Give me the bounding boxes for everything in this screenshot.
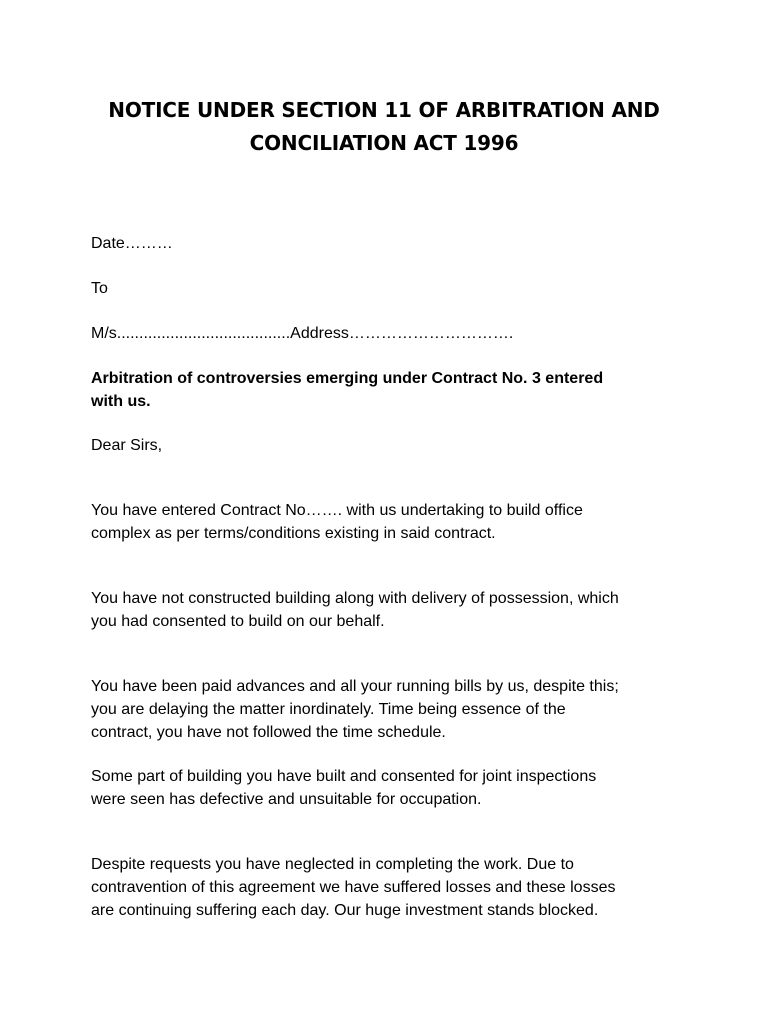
- paragraph-line: are continuing suffering each day. Our huge investment stands blocked.: [91, 902, 599, 919]
- date-line: Date………: [91, 235, 173, 252]
- to-line: To: [91, 280, 108, 297]
- paragraph-line: you had consented to build on our behalf.: [91, 613, 385, 630]
- notice-title-line-2: CONCILIATION ACT 1996: [249, 131, 519, 155]
- paragraph-line: You have been paid advances and all your running bills by us, despite this;: [91, 678, 619, 695]
- paragraph-line: Some part of building you have built and consented for joint inspections: [91, 768, 597, 785]
- paragraph-line: You have not constructed building along with delivery of possession, which: [91, 590, 619, 607]
- paragraph-line: Despite requests you have neglected in completing the work. Due to: [91, 856, 574, 873]
- addressee-line: M/s.......................................Address………………………….: [91, 325, 514, 342]
- paragraph-line: You have entered Contract No……. with us undertaking to build office: [91, 502, 583, 519]
- paragraph-line: contract, you have not followed the time schedule.: [91, 724, 446, 741]
- paragraph-line: you are delaying the matter inordinately. Time being essence of the: [91, 701, 566, 718]
- notice-title-line-1: NOTICE UNDER SECTION 11 OF ARBITRATION AND: [108, 98, 660, 122]
- subject-line-1: Arbitration of controversies emerging under Contract No. 3 entered: [91, 370, 604, 387]
- salutation: Dear Sirs,: [91, 437, 163, 454]
- paragraph-line: were seen has defective and unsuitable for occupation.: [91, 791, 482, 808]
- paragraph-line: contravention of this agreement we have suffered losses and these losses: [91, 879, 616, 896]
- paragraph-line: complex as per terms/conditions existing in said contract.: [91, 525, 496, 542]
- subject-line-2: with us.: [91, 393, 151, 410]
